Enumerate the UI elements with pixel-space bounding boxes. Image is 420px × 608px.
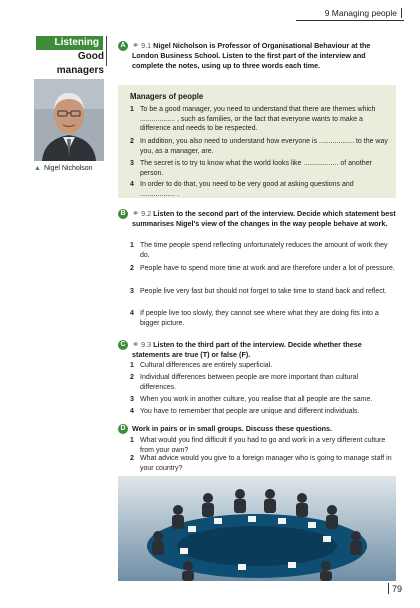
- item-number: 4: [130, 408, 134, 415]
- note-number: 4: [130, 181, 134, 188]
- note-number: 3: [130, 160, 134, 167]
- instruction-text: Listen to the third part of the interview. Decide whether these statements are true (T) or false (F).: [132, 340, 362, 359]
- item-number: 3: [130, 396, 134, 403]
- item-number: 1: [130, 242, 134, 249]
- note-number: 2: [130, 138, 134, 145]
- section-a-instruction: [132, 40, 397, 71]
- note-item: [130, 159, 388, 178]
- item-text: The time people spend reflecting unfortunately reduces the amount of work they do.: [140, 242, 388, 259]
- item-number: 2: [130, 374, 134, 381]
- item-text: People live very fast but should not forget to take time to stand back and reflect.: [140, 288, 387, 295]
- header-rule: [296, 20, 404, 21]
- badge-c: C: [118, 340, 128, 350]
- meeting-illustration: [118, 476, 396, 581]
- item-text: Individual differences between people are more important than cultural differences.: [140, 374, 359, 391]
- note-item: [130, 105, 388, 134]
- page-number-text: 79: [391, 584, 402, 594]
- meeting-photo: [118, 476, 396, 581]
- list-item: [130, 241, 396, 260]
- list-item: [130, 309, 396, 328]
- item-text: People have to spend more time at work and are therefore under a lot of pressure.: [140, 265, 395, 272]
- item-number: 3: [130, 288, 134, 295]
- item-text: You have to remember that people are unique and different individuals.: [140, 408, 360, 415]
- headphones-icon[interactable]: ⚭: [132, 40, 140, 50]
- chapter-header: [325, 8, 402, 18]
- footer-divider: [388, 583, 389, 594]
- badge-d: D: [118, 424, 128, 434]
- note-text: The secret is to try to know what the world looks like .................. of another person.: [140, 160, 372, 177]
- instruction-text: Listen to the second part of the interview. Decide which statement best summarises Nigel's view of the changes in the way people behave at work.: [132, 209, 396, 228]
- list-item: [130, 395, 396, 405]
- headphones-icon[interactable]: ⚭: [132, 339, 140, 349]
- list-item: [130, 361, 396, 371]
- column-divider: [106, 36, 107, 66]
- headphones-icon[interactable]: ⚭: [132, 208, 140, 218]
- item-number: 1: [130, 362, 134, 369]
- track-number: 9.1: [141, 41, 152, 50]
- item-number: 2: [130, 455, 134, 462]
- note-text: To be a good manager, you need to understand that there are themes which .................. , such as families, or the fact that everyone wants to make a difference and needs to be respected.: [140, 106, 376, 132]
- item-text: What advice would you give to a foreign manager who is going to manage staff in your country?: [140, 455, 392, 472]
- track-number: 9.3: [141, 340, 152, 349]
- track-number: 9.2: [141, 209, 152, 218]
- note-number: 1: [130, 106, 134, 113]
- badge-b: B: [118, 209, 128, 219]
- triangle-icon: ▲: [34, 165, 41, 172]
- section-title: Good managers: [56, 51, 104, 76]
- note-item: [130, 180, 388, 199]
- header-divider: [401, 8, 402, 18]
- item-text: When you work in another culture, you realise that all people are the same.: [140, 396, 373, 403]
- photo-caption: [34, 165, 114, 172]
- portrait-photo: [34, 79, 104, 161]
- notes-title: Managers of people: [130, 92, 204, 101]
- list-item: [130, 454, 396, 473]
- section-c-instruction: [132, 339, 397, 360]
- item-number: 4: [130, 310, 134, 317]
- section-b-instruction: [132, 208, 397, 229]
- item-text: What would you find difficult if you had to go and work in a very different culture from your own?: [140, 437, 386, 454]
- caption-text: Nigel Nicholson: [43, 165, 93, 172]
- note-text: In addition, you also need to understand how everyone is .................. to the way you, as a manager, are.: [140, 138, 388, 155]
- badge-a: A: [118, 41, 128, 51]
- note-item: [130, 137, 388, 156]
- list-item: [130, 264, 396, 274]
- item-text: If people live too slowly, they cannot see where what they are doing fits into a bigger picture.: [140, 310, 379, 327]
- section-d-instruction: Work in pairs or in small groups. Discuss these questions.: [132, 424, 332, 433]
- list-item: [130, 287, 396, 297]
- chapter-title: 9 Managing people: [324, 8, 397, 18]
- item-number: 2: [130, 265, 134, 272]
- list-item: [130, 407, 396, 417]
- item-text: Cultural differences are entirely superficial.: [140, 362, 273, 369]
- item-number: 1: [130, 437, 134, 444]
- section-tab: Listening: [36, 36, 103, 50]
- list-item: [130, 436, 396, 455]
- portrait-illustration: [34, 79, 104, 161]
- notes-box: [118, 85, 396, 198]
- list-item: [130, 373, 396, 392]
- page-number: [388, 583, 402, 594]
- note-text: In order to do that, you need to be very good at asking questions and .................. .: [140, 181, 354, 198]
- instruction-text: Nigel Nicholson is Professor of Organisational Behaviour at the London Business School. Listen to the first part of the interview and complete the notes, using up to three words each time.: [132, 41, 371, 70]
